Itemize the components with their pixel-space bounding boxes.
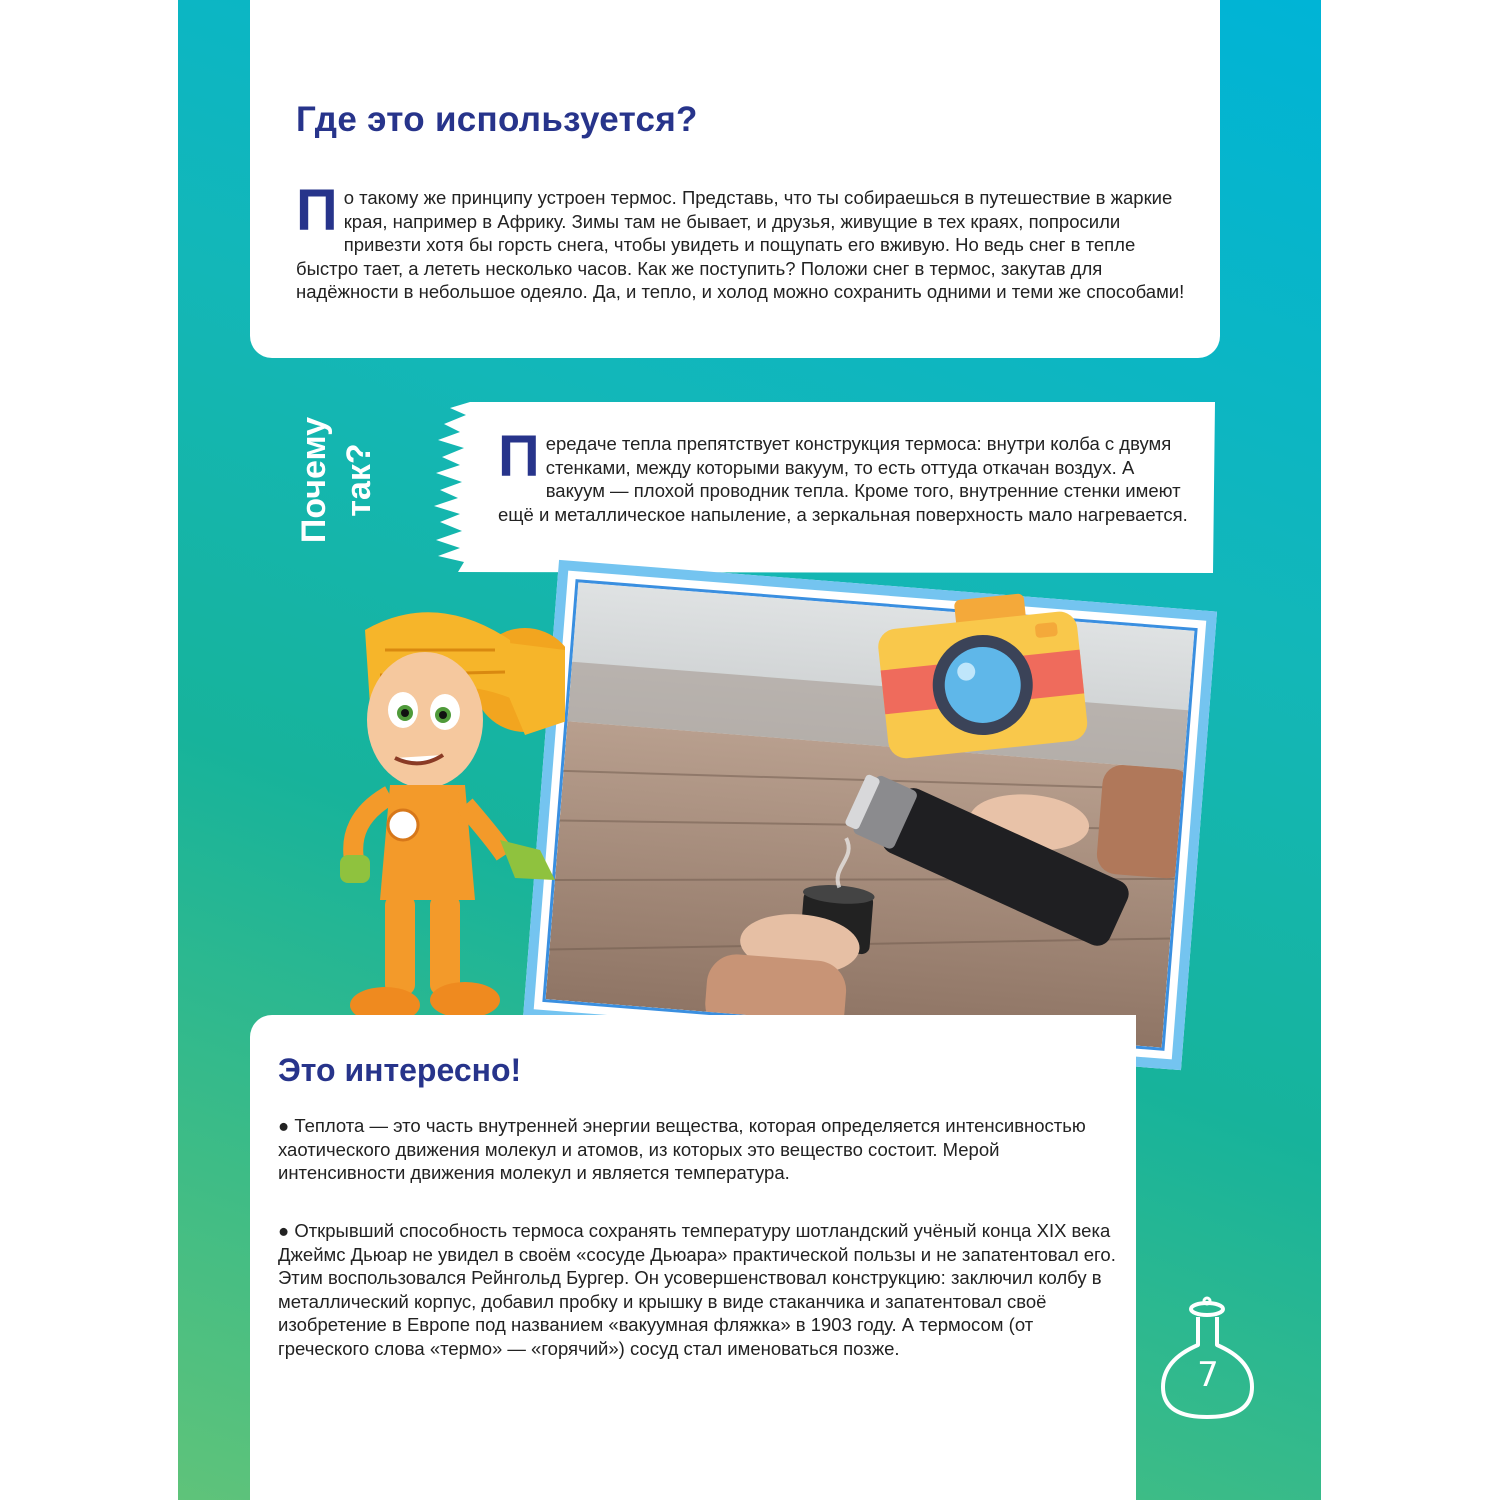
camera-icon — [872, 590, 1092, 765]
page-number: 7 — [1197, 1355, 1219, 1395]
character-illustration — [325, 610, 565, 1030]
fact-bullet-1: ● Теплота — это часть внутренней энергии вещества, которая определяется интенсивностью хаотического движения молекул и атомов, из которых это вещество состоит. Мерой интенсивности движения молекул и является температура. — [278, 1115, 1086, 1183]
paragraph-why-text: ередаче тепла препятствует конструкция термоса: внутри колба с двумя стенками, между которыми вакуум, то есть оттуда откачан воздух. А вакуум — плохой проводник тепла. Кроме того, внутренние стенки имеют ещё и металлическое напыление, а зеркальная поверхность мало нагревается. — [498, 433, 1188, 525]
paragraph-where — [296, 178, 1186, 304]
dropcap-why: П — [498, 424, 540, 489]
dropcap-where: П — [296, 178, 338, 243]
why-label — [285, 390, 405, 570]
paragraph-where-text: о такому же принципу устроен термос. Представь, что ты собираешься в путешествие в жаркие края, например в Африку. Зимы там не бывает, и друзья, живущие в тех краях, попросили привезти хотя бы горсть снега, чтобы увидеть и пощупать его вживую. Но ведь снег в тепле быстро тает, а лететь несколько часов. Как же поступить? Положи снег в термос, закутав для надёжности в небольшое одеяло. Да, и тепло, и холод можно сохранить одними и теми же способами! — [296, 187, 1185, 302]
why-label-line2: так? — [340, 443, 378, 517]
top-card — [250, 0, 1220, 358]
section-title-where: Где это используется? — [296, 100, 698, 139]
section-title-interest: Это интересно! — [278, 1052, 522, 1088]
fact-bullet-2: ● Открывший способность термоса сохранять температуру шотландский учёный конца XIX века Джеймс Дьюар не увидел в своём «сосуде Дьюара» практической пользы и не запатентовал его. Этим воспользовался Рейнгольд Бургер. Он усовершенствовал конструкцию: заключил колбу в металлический корпус, добавил пробку и крышку в виде стаканчика и запатентовал своё изобретение в Европе под названием «вакуумная фляжка» в 1903 году. А термосом (от греческого слова «термо» — «горячий») сосуд стал именоваться позже. — [278, 1220, 1116, 1359]
thermos-photo — [542, 579, 1197, 1051]
photo-frame — [523, 560, 1217, 1070]
paragraph-why — [498, 424, 1188, 526]
why-label-line1: Почему — [295, 416, 333, 544]
